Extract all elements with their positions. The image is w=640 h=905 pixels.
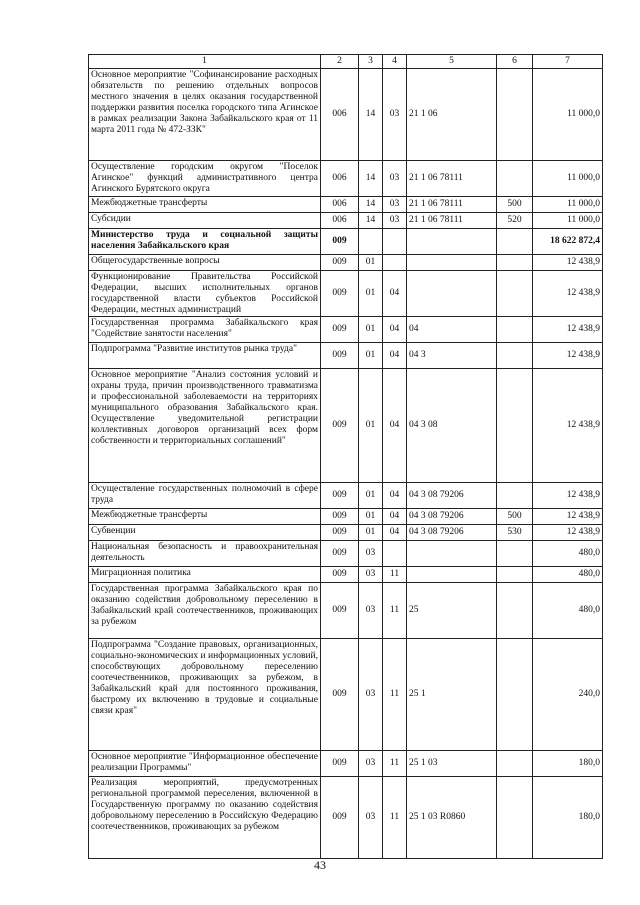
- row-amount: 11 000,0: [533, 197, 603, 213]
- row-section: 14: [359, 69, 383, 161]
- column-number-6: 6: [497, 55, 533, 69]
- table-row: [89, 777, 603, 859]
- row-target-article: 04 3 08 79206: [407, 483, 497, 509]
- row-grbs: 009: [321, 751, 359, 777]
- row-target-article: 04 3 08 79206: [407, 525, 497, 541]
- row-expense-type: [497, 69, 533, 161]
- row-grbs: 009: [321, 583, 359, 639]
- row-grbs: 009: [321, 317, 359, 343]
- row-expense-type: [497, 777, 533, 859]
- row-grbs: 009: [321, 639, 359, 751]
- table-row: [89, 343, 603, 369]
- row-target-article: 25: [407, 583, 497, 639]
- row-amount: 11 000,0: [533, 69, 603, 161]
- row-amount: 12 438,9: [533, 483, 603, 509]
- row-amount: 480,0: [533, 583, 603, 639]
- row-subsection: 11: [383, 639, 407, 751]
- column-number-5: 5: [407, 55, 497, 69]
- row-target-article: 21 1 06: [407, 69, 497, 161]
- row-target-article: [407, 541, 497, 567]
- row-subsection: 04: [383, 483, 407, 509]
- row-target-article: 04 3 08: [407, 369, 497, 483]
- table-row: [89, 229, 603, 255]
- row-grbs: 009: [321, 541, 359, 567]
- row-amount: 12 438,9: [533, 525, 603, 541]
- row-expense-type: 500: [497, 197, 533, 213]
- row-amount: 180,0: [533, 777, 603, 859]
- row-target-article: [407, 567, 497, 583]
- row-subsection: 03: [383, 213, 407, 229]
- row-target-article: 25 1 03 R0860: [407, 777, 497, 859]
- row-section: 14: [359, 197, 383, 213]
- row-subsection: 11: [383, 751, 407, 777]
- row-section: 14: [359, 213, 383, 229]
- table-row: [89, 541, 603, 567]
- table-row: [89, 583, 603, 639]
- budget-table-body: [89, 55, 603, 859]
- row-amount: 480,0: [533, 541, 603, 567]
- row-expense-type: [497, 751, 533, 777]
- row-name: Функционирование Правительства Российской Федерации, высших исполнительных органов государственной власти субъектов Российской Федерации, местных администраций: [89, 271, 321, 317]
- table-row: [89, 639, 603, 751]
- row-subsection: 04: [383, 509, 407, 525]
- row-expense-type: 520: [497, 213, 533, 229]
- row-target-article: 21 1 06 78111: [407, 161, 497, 197]
- row-name: Межбюджетные трансферты: [89, 197, 321, 213]
- row-name: Осуществление городским округом "Поселок Агинское" функций административного центра Агинского Бурятского округа: [89, 161, 321, 197]
- row-grbs: 006: [321, 69, 359, 161]
- row-section: 14: [359, 161, 383, 197]
- row-expense-type: 500: [497, 509, 533, 525]
- row-subsection: 11: [383, 567, 407, 583]
- row-amount: 12 438,9: [533, 369, 603, 483]
- row-amount: 240,0: [533, 639, 603, 751]
- row-expense-type: [497, 255, 533, 271]
- row-target-article: 04: [407, 317, 497, 343]
- table-row: [89, 69, 603, 161]
- row-grbs: 009: [321, 343, 359, 369]
- row-expense-type: 530: [497, 525, 533, 541]
- row-target-article: 25 1 03: [407, 751, 497, 777]
- row-grbs: 009: [321, 525, 359, 541]
- table-row: [89, 271, 603, 317]
- row-grbs: 009: [321, 369, 359, 483]
- row-grbs: 009: [321, 509, 359, 525]
- row-section: 01: [359, 509, 383, 525]
- row-expense-type: [497, 343, 533, 369]
- row-name: Государственная программа Забайкальского края по оказанию содействия добровольному переселению в Забайкальский край соотечественников, проживающих за рубежом: [89, 583, 321, 639]
- row-subsection: 03: [383, 161, 407, 197]
- table-row: [89, 317, 603, 343]
- row-grbs: 009: [321, 229, 359, 255]
- row-expense-type: [497, 369, 533, 483]
- row-subsection: 04: [383, 343, 407, 369]
- row-amount: 11 000,0: [533, 213, 603, 229]
- row-amount: 11 000,0: [533, 161, 603, 197]
- row-section: 03: [359, 541, 383, 567]
- row-name: Национальная безопасность и правоохранительная деятельность: [89, 541, 321, 567]
- row-expense-type: [497, 541, 533, 567]
- row-expense-type: [497, 583, 533, 639]
- table-row: [89, 751, 603, 777]
- row-amount: 180,0: [533, 751, 603, 777]
- row-subsection: 04: [383, 525, 407, 541]
- table-header-row: [89, 55, 603, 69]
- row-grbs: 009: [321, 483, 359, 509]
- row-section: 03: [359, 583, 383, 639]
- row-subsection: 11: [383, 583, 407, 639]
- row-amount: 12 438,9: [533, 343, 603, 369]
- budget-table: [88, 54, 603, 859]
- row-expense-type: [497, 271, 533, 317]
- row-subsection: 03: [383, 69, 407, 161]
- row-section: 03: [359, 567, 383, 583]
- table-row: [89, 369, 603, 483]
- row-subsection: 04: [383, 317, 407, 343]
- row-subsection: 03: [383, 197, 407, 213]
- row-target-article: 25 1: [407, 639, 497, 751]
- row-expense-type: [497, 317, 533, 343]
- row-subsection: [383, 255, 407, 271]
- row-name: Миграционная политика: [89, 567, 321, 583]
- row-name: Основное мероприятие "Софинансирование расходных обязательств по решению отдельных вопросов местного значения в целях оказания государственной поддержки развития поселка городского типа Агинское в рамках реализации Закона Забайкальского края от 11 марта 2011 года № 472-ЗЗК": [89, 69, 321, 161]
- row-amount: 480,0: [533, 567, 603, 583]
- row-grbs: 009: [321, 567, 359, 583]
- row-name: Субсидии: [89, 213, 321, 229]
- row-grbs: 006: [321, 161, 359, 197]
- row-expense-type: [497, 483, 533, 509]
- row-target-article: 04 3: [407, 343, 497, 369]
- row-subsection: 11: [383, 777, 407, 859]
- row-subsection: [383, 541, 407, 567]
- table-row: [89, 483, 603, 509]
- row-target-article: 21 1 06 78111: [407, 197, 497, 213]
- row-expense-type: [497, 567, 533, 583]
- row-amount: 18 622 872,4: [533, 229, 603, 255]
- row-name: Государственная программа Забайкальского края "Содействие занятости населения": [89, 317, 321, 343]
- table-row: [89, 161, 603, 197]
- row-expense-type: [497, 639, 533, 751]
- row-name: Реализация мероприятий, предусмотренных региональной программой переселения, включенной в Государственную программу по оказанию содействия добровольному переселению в Российскую Федерацию соотечественников, проживающих за рубежом: [89, 777, 321, 859]
- column-number-3: 3: [359, 55, 383, 69]
- column-number-7: 7: [533, 55, 603, 69]
- row-section: 01: [359, 483, 383, 509]
- row-section: 01: [359, 343, 383, 369]
- row-target-article: 04 3 08 79206: [407, 509, 497, 525]
- table-row: [89, 509, 603, 525]
- row-section: 01: [359, 271, 383, 317]
- row-section: 01: [359, 369, 383, 483]
- row-section: 03: [359, 777, 383, 859]
- table-row: [89, 197, 603, 213]
- row-target-article: 21 1 06 78111: [407, 213, 497, 229]
- row-grbs: 009: [321, 777, 359, 859]
- row-expense-type: [497, 161, 533, 197]
- row-section: 01: [359, 255, 383, 271]
- table-row: [89, 525, 603, 541]
- row-subsection: 04: [383, 271, 407, 317]
- column-number-2: 2: [321, 55, 359, 69]
- row-name: Министерство труда и социальной защиты населения Забайкальского края: [89, 229, 321, 255]
- row-name: Подпрограмма "Развитие институтов рынка труда": [89, 343, 321, 369]
- row-grbs: 009: [321, 271, 359, 317]
- row-grbs: 009: [321, 255, 359, 271]
- row-subsection: [383, 229, 407, 255]
- row-section: 03: [359, 751, 383, 777]
- table-row: [89, 213, 603, 229]
- table-row: [89, 567, 603, 583]
- column-number-1: 1: [89, 55, 321, 69]
- row-amount: 12 438,9: [533, 255, 603, 271]
- row-name: Межбюджетные трансферты: [89, 509, 321, 525]
- row-target-article: [407, 271, 497, 317]
- row-target-article: [407, 229, 497, 255]
- row-section: 01: [359, 525, 383, 541]
- row-amount: 12 438,9: [533, 317, 603, 343]
- row-grbs: 006: [321, 213, 359, 229]
- row-expense-type: [497, 229, 533, 255]
- row-name: Основное мероприятие "Анализ состояния условий и охраны труда, причин производственного травматизма и профессиональной заболеваемости на территориях муниципального образования Забайкальского края. Осуществление уведомительной регистрации коллективных договоров организаций всех форм собственности и территориальных соглашений": [89, 369, 321, 483]
- row-section: [359, 229, 383, 255]
- row-section: 03: [359, 639, 383, 751]
- row-name: Основное мероприятие "Информационное обеспечение реализации Программы": [89, 751, 321, 777]
- row-section: 01: [359, 317, 383, 343]
- row-name: Осуществление государственных полномочий в сфере труда: [89, 483, 321, 509]
- row-name: Подпрограмма "Создание правовых, организационных, социально-экономических и информационных условий, способствующих добровольному переселению соотечественников, проживающих за рубежом, в Забайкальский край для постоянного проживания, быстрому их включению в трудовые и социальные связи края": [89, 639, 321, 751]
- row-name: Общегосударственные вопросы: [89, 255, 321, 271]
- row-target-article: [407, 255, 497, 271]
- row-subsection: 04: [383, 369, 407, 483]
- row-grbs: 006: [321, 197, 359, 213]
- row-amount: 12 438,9: [533, 271, 603, 317]
- row-amount: 12 438,9: [533, 509, 603, 525]
- row-name: Субвенции: [89, 525, 321, 541]
- column-number-4: 4: [383, 55, 407, 69]
- table-row: [89, 255, 603, 271]
- page-number: 43: [314, 858, 326, 872]
